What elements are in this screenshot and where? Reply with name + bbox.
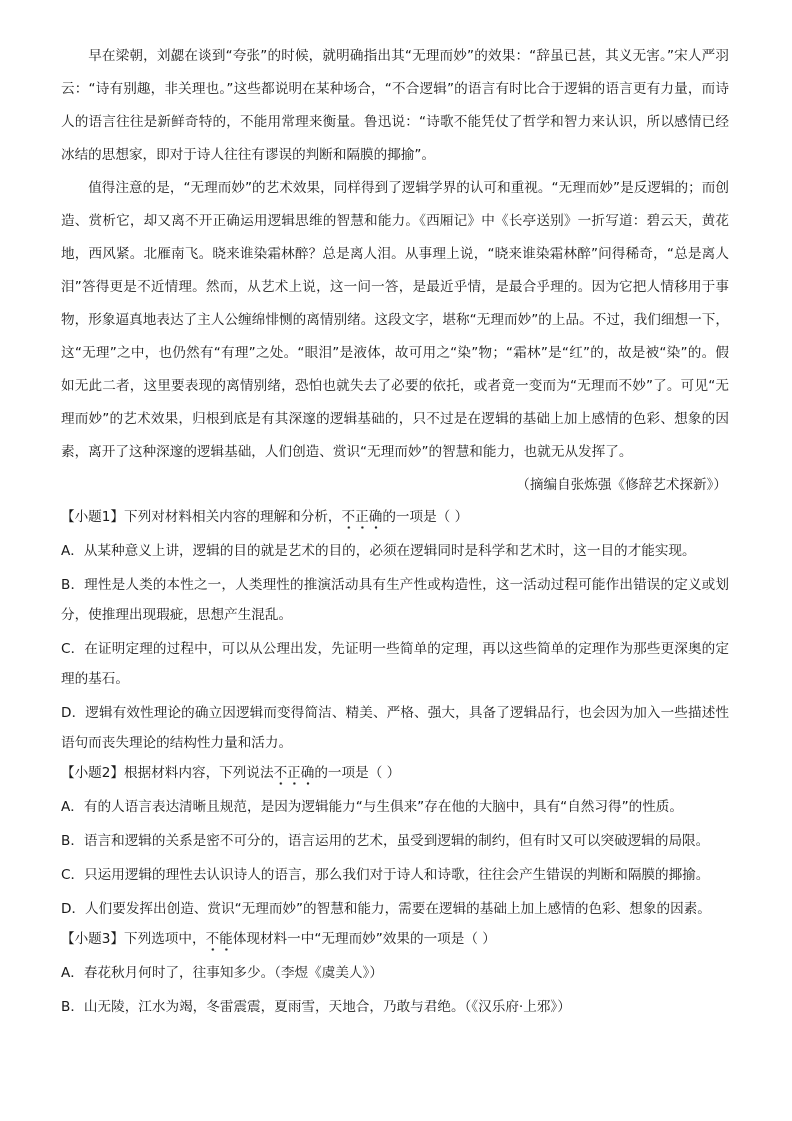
question-3-option-b: B．山无陵，江水为竭，冬雷震震，夏雨雪，天地合，乃敢与君绝。（《汉乐府·上邪》） [61, 999, 571, 1015]
question-2-option-a: A．有的人语言表达清晰且规范，是因为逻辑能力“与生俱来”存在他的大脑中，具有“自然习得”的性质。 [61, 799, 683, 815]
question-2-prefix: 【小题2】根据材料内容，下列说法 [61, 765, 274, 781]
document-page [61, 40, 729, 1022]
question-2-option-d: D．人们要发挥出创造、赏识“无理而妙”的智慧和能力，需要在逻辑的基础上加上感情的色彩、想象的因素。 [61, 901, 711, 917]
question-3-emphasis: 不能 [206, 931, 233, 952]
question-3-prefix: 【小题3】下列选项中， [61, 931, 206, 947]
question-1-title [61, 502, 729, 532]
question-2-option-b: B．语言和逻辑的关系是密不可分的，语言运用的艺术，虽受到逻辑的制约，但有时又可以突破逻辑的局限。 [61, 833, 710, 849]
question-2-emphasis: 不正确 [274, 765, 315, 786]
question-1-option-b: B．理性是人类的本性之一，人类理性的推演活动具有生产性或构造性，这一活动过程可能作出错误的定义或划分，使推理出现瑕疵，思想产生混乱。 [61, 577, 729, 623]
passage-source: （摘编自张炼强《修辞艺术探新》） [516, 477, 727, 493]
passage-paragraph-2: 值得注意的是，“无理而妙”的艺术效果，同样得到了逻辑学界的认可和重视。“无理而妙”是反逻辑的；而创造、赏析它，却又离不开正确运用逻辑思维的智慧和能力。《西厢记》中《长亭送别》一折写道：碧云天，黄花地，西风紧。北雁南飞。晓来谁染霜林醉？总是离人泪。从事理上说，“晓来谁染霜林醉”问得稀奇，“总是离人泪”答得更是不近情理。然而，从艺术上说，这一问一答，是最近乎情，是最合乎理的。因为它把人情移用于事物，形象逼真地表达了主人公缠绵悱恻的离情别绪。这段文字，堪称“无理而妙”的上品。不过，我们细想一下，这“无理”之中，也仍然有“有理”之处。“眼泪”是液体，故可用之“染”物；“霜林”是“红”的，故是被“染”的。假如无此二者，这里要表现的离情别绪，恐怕也就失去了必要的依托，或者竟一变而为“无理而不妙”了。可见“无理而妙”的艺术效果，归根到底是有其深邃的逻辑基础的，只不过是在逻辑的基础上加上感情的色彩、想象的因素，离开了这种深邃的逻辑基础，人们创造、赏识“无理而妙”的智慧和能力，也就无从发挥了。 [61, 180, 729, 460]
question-1-option-d: D．逻辑有效性理论的确立因逻辑而变得简洁、精美、严格、强大，具备了逻辑品行，也会因为加入一些描述性语句而丧失理论的结构性力量和活力。 [61, 705, 729, 751]
question-2-option-c: C．只运用逻辑的理性去认识诗人的语言，那么我们对于诗人和诗歌，往往会产生错误的判断和隔膜的揶揄。 [61, 867, 710, 883]
question-1-option-c: C．在证明定理的过程中，可以从公理出发，先证明一些简单的定理，再以这些简单的定理作为那些更深奥的定理的基石。 [61, 641, 729, 687]
question-1-prefix: 【小题1】下列对材料相关内容的理解和分析， [61, 509, 342, 525]
question-3-option-a: A．春花秋月何时了，往事知多少。（李煜《虞美人》） [61, 965, 383, 981]
question-1-emphasis: 不正确 [342, 509, 383, 530]
question-1-option-a: A．从某种意义上讲，逻辑的目的就是艺术的目的，必须在逻辑同时是科学和艺术时，这一目的才能实现。 [61, 543, 696, 559]
question-2-title [61, 758, 729, 788]
question-3-suffix: 体现材料一中“无理而妙”效果的一项是（ ） [232, 931, 496, 947]
passage-paragraph-1: 早在梁朝，刘勰在谈到“夸张”的时候，就明确指出其“无理而妙”的效果：“辞虽已甚，其义无害。”宋人严羽云：“诗有别趣，非关理也。”这些都说明在某种场合，“不合逻辑”的语言有时比合于逻辑的语言更有力量，而诗人的语言往往是新鲜奇特的，不能用常理来衡量。鲁迅说：“诗歌不能凭仗了哲学和智力来认识，所以感情已经冰结的思想家，即对于诗人往往有谬误的判断和隔膜的揶揄”。 [61, 48, 729, 163]
question-1-suffix: 的一项是（ ） [382, 509, 469, 525]
question-2-suffix: 的一项是（ ） [314, 765, 401, 781]
question-3-title [61, 924, 729, 954]
